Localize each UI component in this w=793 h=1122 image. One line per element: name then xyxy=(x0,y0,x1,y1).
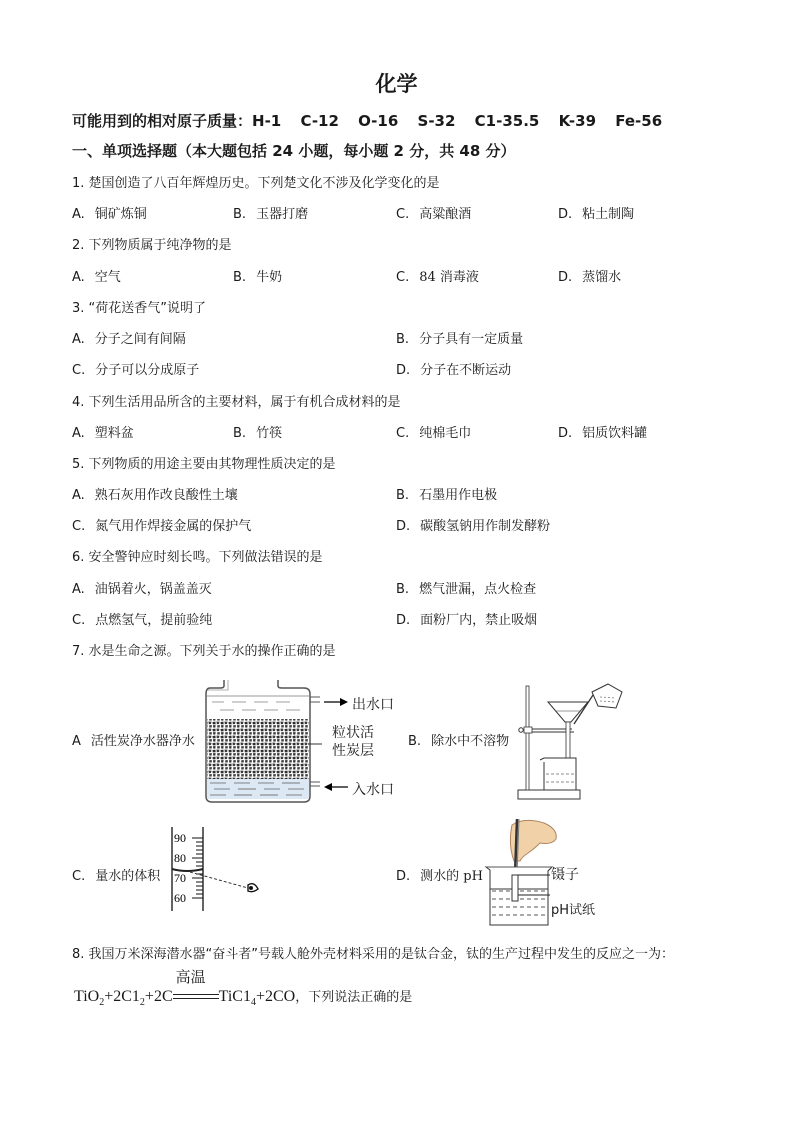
question-2-option-a[interactable]: A. 空气 xyxy=(72,270,121,285)
ph-paper-label: pH试纸 xyxy=(551,903,596,918)
question-5-option-a[interactable]: A. 熟石灰用作改良酸性土壤 xyxy=(72,488,238,503)
question-6-option-d[interactable]: D. 面粉厂内，禁止吸烟 xyxy=(396,613,538,628)
page-title: 化学 xyxy=(375,72,418,96)
tick-label: 70 xyxy=(174,871,186,885)
question-3-option-c[interactable]: C. 分子可以分成原子 xyxy=(72,363,200,378)
question-5-option-b[interactable]: B. 石墨用作电极 xyxy=(396,488,498,503)
tick-label: 80 xyxy=(174,851,186,865)
inlet-arrow-icon xyxy=(324,782,348,792)
tick-label: 90 xyxy=(174,831,186,845)
question-3-option-b[interactable]: B. 分子具有一定质量 xyxy=(396,332,524,347)
outlet-arrow-icon xyxy=(324,697,348,707)
atomic-mass-item: Fe-56 xyxy=(615,112,663,130)
atomic-masses-label: 可能用到的相对原子质量： xyxy=(72,112,253,130)
question-8-stem: 8. 我国万米深海潜水器“奋斗者”号载人舱外壳材料采用的是钛合金，钛的生产过程中发生的反应之一为： xyxy=(72,947,675,962)
question-2-stem: 2. 下列物质属于纯净物的是 xyxy=(72,238,232,253)
question-6-option-b[interactable]: B. 燃气泄漏，点火检查 xyxy=(396,582,537,597)
question-5-option-c[interactable]: C. 氮气用作焊接金属的保护气 xyxy=(72,519,252,534)
graduated-cylinder-figure xyxy=(168,825,268,915)
question-6-option-a[interactable]: A. 油锅着火，锅盖盖灭 xyxy=(72,582,212,597)
question-3-option-d[interactable]: D. 分子在不断运动 xyxy=(396,363,512,378)
question-1-option-d[interactable]: D. 粘土制陶 xyxy=(558,207,635,222)
question-5-option-d[interactable]: D. 碳酸氢钠用作制发酵粉 xyxy=(396,519,551,534)
carbon-layer-label-line1: 粒状活 xyxy=(332,725,374,741)
atomic-masses-line xyxy=(72,110,662,131)
question-4-stem: 4. 下列生活用品所含的主要材料，属于有机合成材料的是 xyxy=(72,395,401,410)
outlet-label: 出水口 xyxy=(352,697,394,713)
question-2-option-b[interactable]: B. 牛奶 xyxy=(233,270,283,285)
question-5-stem: 5. 下列物质的用途主要由其物理性质决定的是 xyxy=(72,457,336,472)
atomic-mass-item: C-12 xyxy=(300,112,339,130)
question-4-option-b[interactable]: B. 竹筷 xyxy=(233,426,283,441)
question-1-option-c[interactable]: C. 高粱酿酒 xyxy=(396,207,472,222)
filtration-apparatus-figure xyxy=(512,678,624,802)
question-4-option-c[interactable]: C. 纯棉毛巾 xyxy=(396,426,472,441)
question-7-option-b[interactable]: B. 除水中不溶物 xyxy=(408,734,510,749)
atomic-mass-item: S-32 xyxy=(417,112,456,130)
question-1-option-a[interactable]: A. 铜矿炼铜 xyxy=(72,207,147,222)
question-2-option-c[interactable]: C. 84 消毒液 xyxy=(396,270,479,285)
activated-carbon-purifier-figure xyxy=(200,672,320,806)
carbon-layer-label-line2: 性炭层 xyxy=(332,743,374,759)
eye-icon xyxy=(248,884,258,892)
tick-label: 60 xyxy=(174,891,186,905)
atomic-mass-item: H-1 xyxy=(252,112,282,130)
reaction-condition: 高温 xyxy=(175,968,206,987)
question-6-option-c[interactable]: C. 点燃氢气，提前验纯 xyxy=(72,613,213,628)
atomic-mass-item: K-39 xyxy=(558,112,597,130)
question-7-option-c[interactable]: C. 量水的体积 xyxy=(72,869,161,884)
question-6-stem: 6. 安全警钟应时刻长鸣。下列做法错误的是 xyxy=(72,550,323,565)
question-1-option-b[interactable]: B. 玉器打磨 xyxy=(233,207,309,222)
question-2-option-d[interactable]: D. 蒸馏水 xyxy=(558,270,622,285)
question-4-option-a[interactable]: A. 塑料盆 xyxy=(72,426,134,441)
atomic-mass-item: O-16 xyxy=(358,112,399,130)
question-7-option-a[interactable]: A 活性炭净水器净水 xyxy=(72,734,195,749)
section-heading: 一、单项选择题（本大题包括 24 小题，每小题 2 分，共 48 分） xyxy=(72,142,516,160)
question-3-stem: 3. “荷花送香气”说明了 xyxy=(72,301,207,316)
question-4-option-d[interactable]: D. 铝质饮料罐 xyxy=(558,426,648,441)
question-1-stem: 1. 楚国创造了八百年辉煌历史。下列楚文化不涉及化学变化的是 xyxy=(72,176,440,191)
reaction-double-line xyxy=(173,968,219,1002)
reaction-equation: $TiO_2+2C1_2+2C$ 高温 $TiC1_4+2CO$，下列说法正确的是 xyxy=(74,968,413,1009)
question-7-stem: 7. 水是生命之源。下列关于水的操作正确的是 xyxy=(72,644,336,659)
atomic-mass-item: C1-35.5 xyxy=(474,112,540,130)
tweezers-label: 镊子 xyxy=(551,867,579,883)
question-7-option-d[interactable]: D. 测水的 pH xyxy=(396,869,483,884)
question-3-option-a[interactable]: A. 分子之间有间隔 xyxy=(72,332,186,347)
inlet-label: 入水口 xyxy=(352,782,394,798)
question-8-tail: ，下列说法正确的是 xyxy=(295,990,413,1005)
